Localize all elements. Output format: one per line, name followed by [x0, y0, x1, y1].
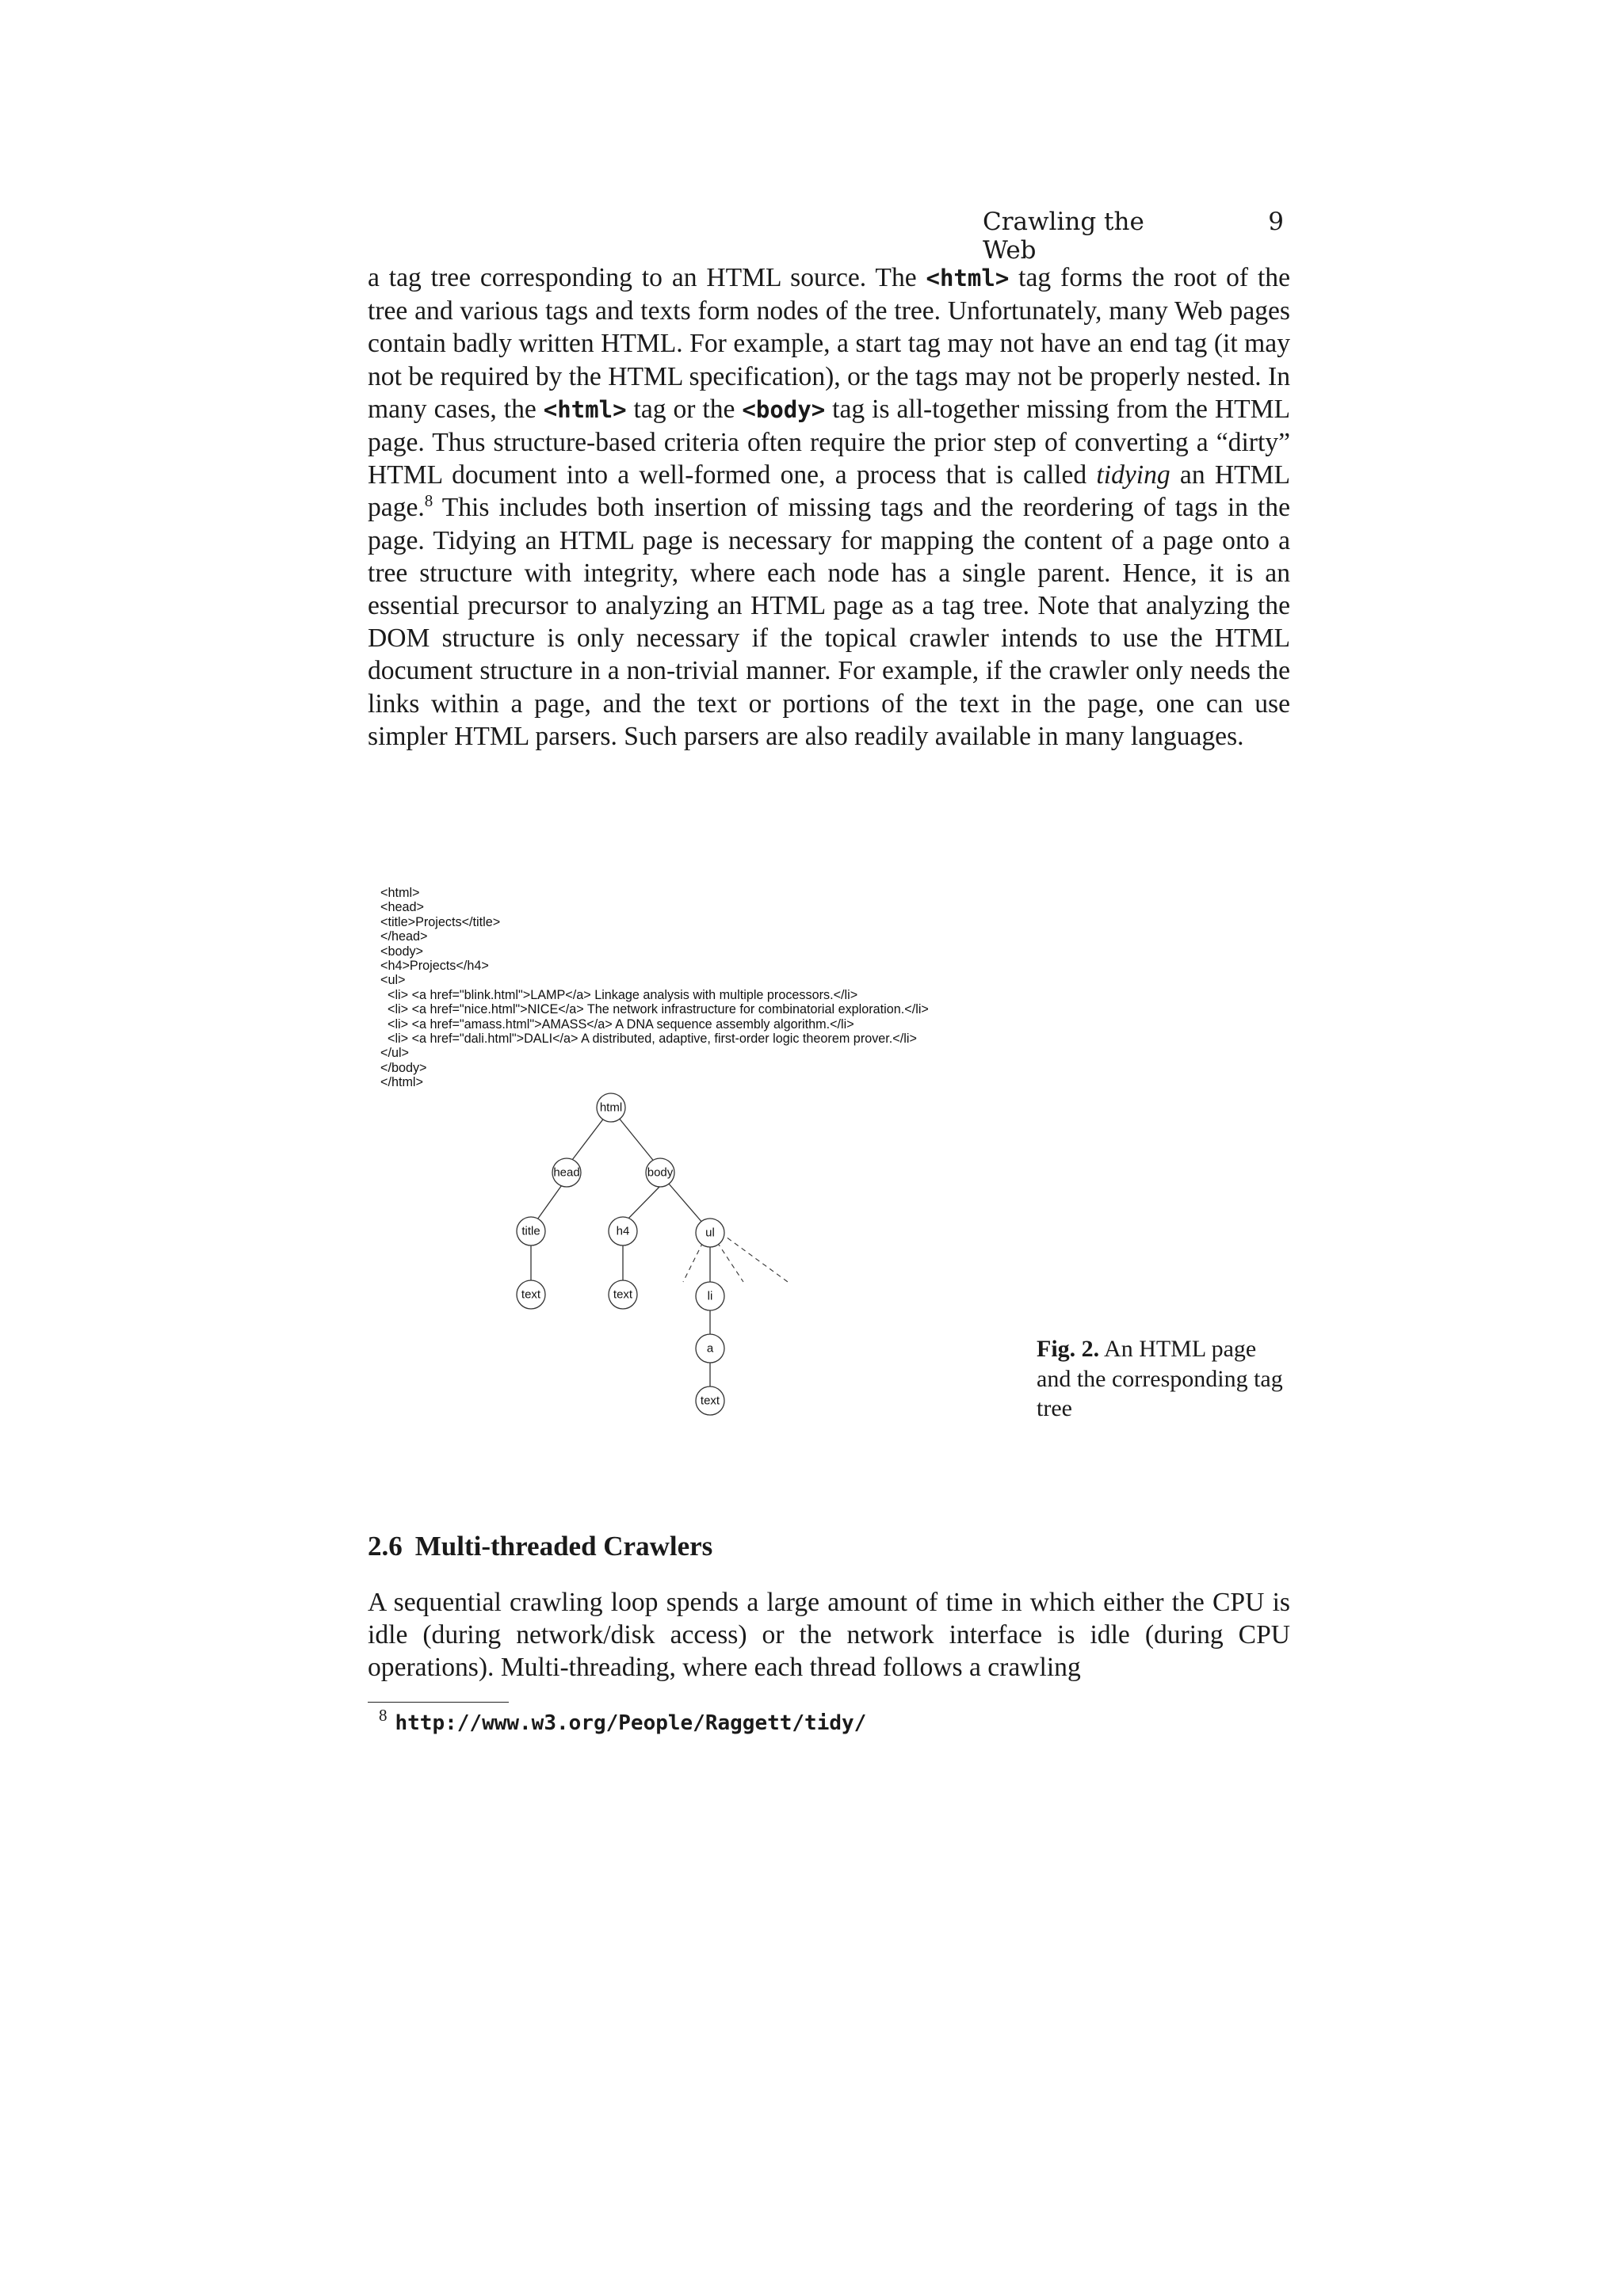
- inline-code-html: <html>: [926, 265, 1010, 292]
- text-segment: an HTML page.: [368, 460, 1290, 523]
- tree-node-a: a: [706, 1341, 714, 1356]
- code-line: </head>: [380, 929, 428, 944]
- text-segment: tag forms the root of the tree and various tags and texts form nodes of the tree. Unfortunately, many Web pages contain badly written HTML. For example, a start tag may not have an end tag (it may not be required by the HTML specification), or the tags may not be properly nested. In many cases, the: [368, 263, 1290, 424]
- tree-node-html: html: [599, 1100, 623, 1115]
- code-line: </html>: [380, 1075, 423, 1090]
- section-heading: [368, 1531, 712, 1562]
- code-line: <li> <a href="dali.html">DALI</a> A distributed, adaptive, first-order logic theorem prover.</li>: [380, 1032, 917, 1047]
- tree-node-text: text: [613, 1287, 633, 1302]
- html-code-listing: [380, 886, 983, 1090]
- body-paragraph-1: [368, 261, 1290, 753]
- code-line: <h4>Projects</h4>: [380, 959, 489, 974]
- running-head: [983, 208, 1284, 265]
- footnote-marker: 8: [379, 1706, 388, 1726]
- code-line: <ul>: [380, 973, 406, 988]
- inline-code-html: <html>: [543, 395, 627, 423]
- page-number: 9: [1268, 208, 1284, 236]
- footnote-url: http://www.w3.org/People/Raggett/tidy/: [395, 1711, 867, 1735]
- figure-caption: [1037, 1334, 1290, 1424]
- text-segment: tag or the: [626, 394, 743, 424]
- footnote-reference: 8: [424, 491, 433, 511]
- inline-code-body: <body>: [742, 395, 826, 423]
- tag-tree-diagram: [475, 1085, 808, 1429]
- code-line: </ul>: [380, 1046, 410, 1061]
- code-line: <body>: [380, 944, 424, 959]
- code-line: <li> <a href="amass.html">AMASS</a> A DNA sequence assembly algorithm.</li>: [380, 1016, 854, 1032]
- emphasis-tidying: tidying: [1096, 460, 1170, 490]
- tree-node-li: li: [707, 1289, 713, 1303]
- figure-caption-label: Fig. 2.: [1037, 1336, 1100, 1362]
- tree-node-ul: ul: [705, 1226, 715, 1240]
- tree-node-title: title: [521, 1224, 540, 1238]
- tree-node-body: body: [647, 1165, 674, 1180]
- code-line: </body>: [380, 1060, 427, 1075]
- figure-caption-text: An HTML page and the corresponding tag tree: [1037, 1336, 1283, 1421]
- running-head-title: Crawling the Web: [983, 208, 1144, 265]
- tree-node-text: text: [521, 1287, 541, 1302]
- code-line: <li> <a href="nice.html">NICE</a> The network infrastructure for combinatorial exploration.</li>: [380, 1002, 929, 1017]
- paragraph-text: A sequential crawling loop spends a large amount of time in which either the CPU is idle (during network/disk access) or the network interface is idle (during CPU operations). Multi-threading, where each thread follows a crawling: [368, 1588, 1290, 1683]
- code-line: <title>Projects</title>: [380, 914, 501, 929]
- body-paragraph-2: [368, 1586, 1290, 1684]
- footnote: [379, 1708, 866, 1735]
- tree-node-head: head: [553, 1165, 580, 1180]
- text-segment: tag is all-together missing from the HTML page. Thus structure-based criteria often require the prior step of converting a “dirty” HTML document into a well-formed one, a process that is called: [368, 394, 1291, 490]
- section-title: Multi-threaded Crawlers: [414, 1531, 713, 1562]
- tag-tree-svg: [475, 1085, 808, 1426]
- code-line: <html>: [380, 886, 420, 900]
- code-line: <head>: [380, 900, 424, 915]
- text-segment: This includes both insertion of missing tags and the reordering of tags in the page. Tidying an HTML page is necessary for mapping the content of a page onto a tree structure with integrity, where each node has a single parent. Hence, it is an essential precursor to analyzing an HTML page as a tag tree. Note that analyzing the DOM structure is only necessary if the topical crawler intends to use the HTML document structure in a non-trivial manner. For example, if the crawler only needs the links within a page, and the text or portions of the text in the page, one can use simpler HTML parsers. Such parsers are also readily available in many languages.: [368, 493, 1290, 751]
- code-line: <li> <a href="blink.html">LAMP</a> Linkage analysis with multiple processors.</li>: [380, 987, 858, 1002]
- footnote-rule: [368, 1702, 509, 1703]
- section-number: 2.6: [368, 1531, 403, 1562]
- tree-node-text: text: [700, 1394, 720, 1408]
- tree-node-h4: h4: [616, 1224, 630, 1238]
- text-segment: a tag tree corresponding to an HTML source. The: [368, 263, 926, 292]
